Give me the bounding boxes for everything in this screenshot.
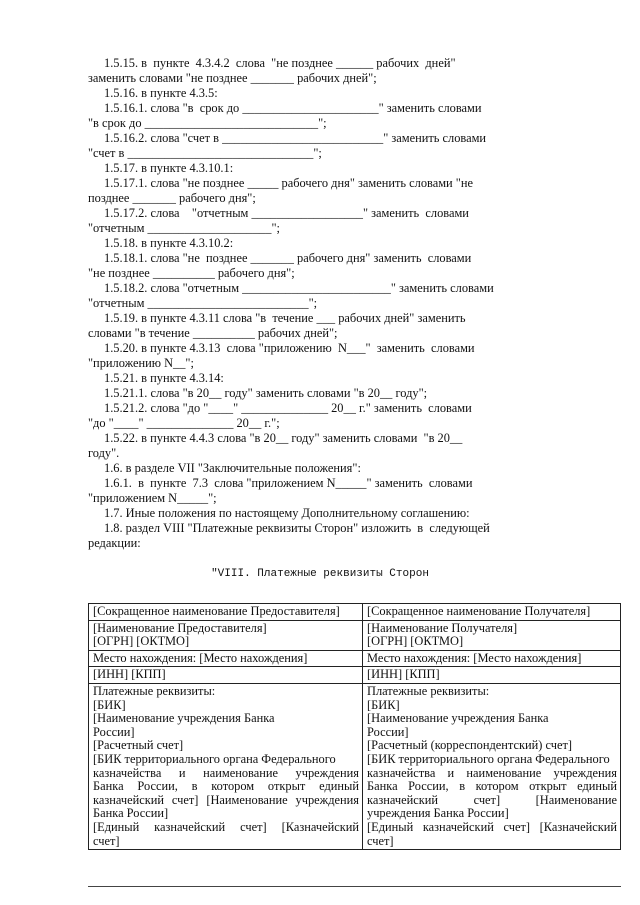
cell-line: Платежные реквизиты: [367, 683, 490, 698]
cell-line: [Сокращенное наименование Получателя] [367, 604, 591, 618]
text-line: 1.5.17. в пункте 4.3.10.1: [104, 161, 234, 175]
text-line: 1.5.19. в пункте 4.3.11 слова "в течение ___ рабочих дней" заменить [104, 311, 466, 325]
recipient-cell [363, 683, 621, 849]
cell-line: [БИК территориального органа Федерального [93, 751, 336, 766]
text-line: словами "в течение __________ рабочих дней"; [88, 326, 338, 340]
cell-line: Платежные реквизиты: [93, 683, 216, 698]
cell-line: [ОГРН] [ОКТМО] [93, 634, 190, 649]
cell-line: [ИНН] [КПП] [93, 667, 166, 682]
text-line: 1.6.1. в пункте 7.3 слова "приложением N_____" заменить словами [104, 476, 473, 490]
cell-line: казначейский счет] [Наименование [367, 792, 617, 807]
text-line: 1.7. Иные положения по настоящему Дополнительному соглашению: [104, 506, 470, 520]
cell-line: [Наименование Получателя] [367, 620, 518, 635]
text-line: "не позднее __________ рабочего дня"; [88, 266, 295, 280]
text-line: позднее _______ рабочего дня"; [88, 191, 256, 205]
text-line: "отчетным __________________________"; [88, 296, 318, 310]
cell-line: Место нахождения: [Место нахождения] [367, 650, 582, 665]
cell-line: счет] [367, 833, 394, 848]
cell-line: Банка России] [93, 806, 169, 821]
cell-line: казначейский счет] [Наименование учреждения [93, 792, 359, 807]
cell-line: [БИК] [93, 697, 126, 712]
text-line: 1.6. в разделе VII "Заключительные положения": [104, 461, 361, 475]
text-line: 1.5.18.1. слова "не позднее _______ рабочего дня" заменить словами [104, 251, 472, 265]
cell-line: казначейства и наименование учреждения [367, 765, 617, 780]
cell-line: [БИК территориального органа Федерального [367, 751, 610, 766]
page-bottom-rule [88, 886, 621, 887]
table-row [89, 683, 621, 849]
text-line: заменить словами "не позднее _______ рабочих дней"; [88, 71, 377, 85]
text-line: 1.5.17.2. слова "отчетным __________________" заменить словами [104, 206, 469, 220]
cell-line: [Наименование учреждения Банка [93, 711, 275, 726]
cell-line: [Наименование учреждения Банка [367, 711, 549, 726]
recipient-cell [363, 650, 621, 667]
text-line: 1.5.22. в пункте 4.4.3 слова "в 20__ году" заменить словами "в 20__ [104, 431, 463, 445]
text-line: 1.5.16.1. слова "в срок до ______________________" заменить словами [104, 101, 482, 115]
cell-line: [Расчетный (корреспондентский) счет] [367, 738, 572, 753]
text-line: "до "____" ______________ 20__ г."; [88, 416, 280, 430]
table-row [89, 620, 621, 650]
text-line: "приложению N__"; [88, 356, 194, 370]
cell-line: Банка России, в котором открыт единый [93, 779, 359, 794]
table-row [89, 650, 621, 667]
cell-line: [Единый казначейский счет] [Казначейский [367, 819, 617, 834]
recipient-cell [363, 620, 621, 650]
section-heading: "VIII. Платежные реквизиты Сторон [211, 568, 429, 580]
cell-line: [ИНН] [КПП] [367, 667, 440, 682]
cell-line: [Единый казначейский счет] [Казначейский [93, 819, 359, 834]
cell-line: [Наименование Предоставителя] [93, 620, 267, 635]
table-row [89, 667, 621, 684]
text-line: 1.8. раздел VIII "Платежные реквизиты Сторон" изложить в следующей [104, 521, 490, 535]
requisites-table [88, 603, 621, 850]
recipient-cell [363, 604, 621, 621]
text-line: 1.5.15. в пункте 4.3.4.2 слова "не позднее ______ рабочих дней" [104, 56, 456, 70]
text-line: 1.5.20. в пункте 4.3.13 слова "приложению N___" заменить словами [104, 341, 475, 355]
cell-line: казначейства и наименование учреждения [93, 765, 359, 780]
text-line: "в срок до ____________________________"; [88, 116, 327, 130]
text-line: 1.5.16.2. слова "счет в __________________________" заменить словами [104, 131, 487, 145]
text-line: 1.5.21.2. слова "до "____" ______________ 20__ г." заменить словами [104, 401, 472, 415]
table-row [89, 604, 621, 621]
text-line: 1.5.18. в пункте 4.3.10.2: [104, 236, 234, 250]
cell-line: [БИК] [367, 697, 400, 712]
provider-cell [89, 650, 363, 667]
text-line: 1.5.21. в пункте 4.3.14: [104, 371, 224, 385]
provider-cell [89, 604, 363, 621]
cell-line: счет] [93, 833, 120, 848]
text-line: году". [88, 446, 120, 460]
text-line: 1.5.21.1. слова "в 20__ году" заменить словами "в 20__ году"; [104, 386, 428, 400]
text-line: "приложением N_____"; [88, 491, 217, 505]
recipient-cell [363, 667, 621, 684]
text-line: редакции: [88, 536, 141, 550]
text-line: 1.5.17.1. слова "не позднее _____ рабочего дня" заменить словами "не [104, 176, 473, 190]
text-line: 1.5.18.2. слова "отчетным ________________________" заменить словами [104, 281, 494, 295]
text-line: "отчетным ____________________"; [88, 221, 280, 235]
text-line: 1.5.16. в пункте 4.3.5: [104, 86, 218, 100]
cell-line: России] [93, 724, 135, 739]
provider-cell [89, 620, 363, 650]
cell-line: [Сокращенное наименование Предоставителя] [93, 604, 340, 618]
provider-cell [89, 667, 363, 684]
provider-cell [89, 683, 363, 849]
cell-line: [Расчетный счет] [93, 738, 184, 753]
text-line: "счет в ______________________________"; [88, 146, 322, 160]
cell-line: [ОГРН] [ОКТМО] [367, 634, 464, 649]
cell-line: учреждения Банка России] [367, 806, 509, 821]
cell-line: Банка России, в котором открыт единый [367, 779, 617, 794]
cell-line: Место нахождения: [Место нахождения] [93, 650, 308, 665]
cell-line: России] [367, 724, 409, 739]
